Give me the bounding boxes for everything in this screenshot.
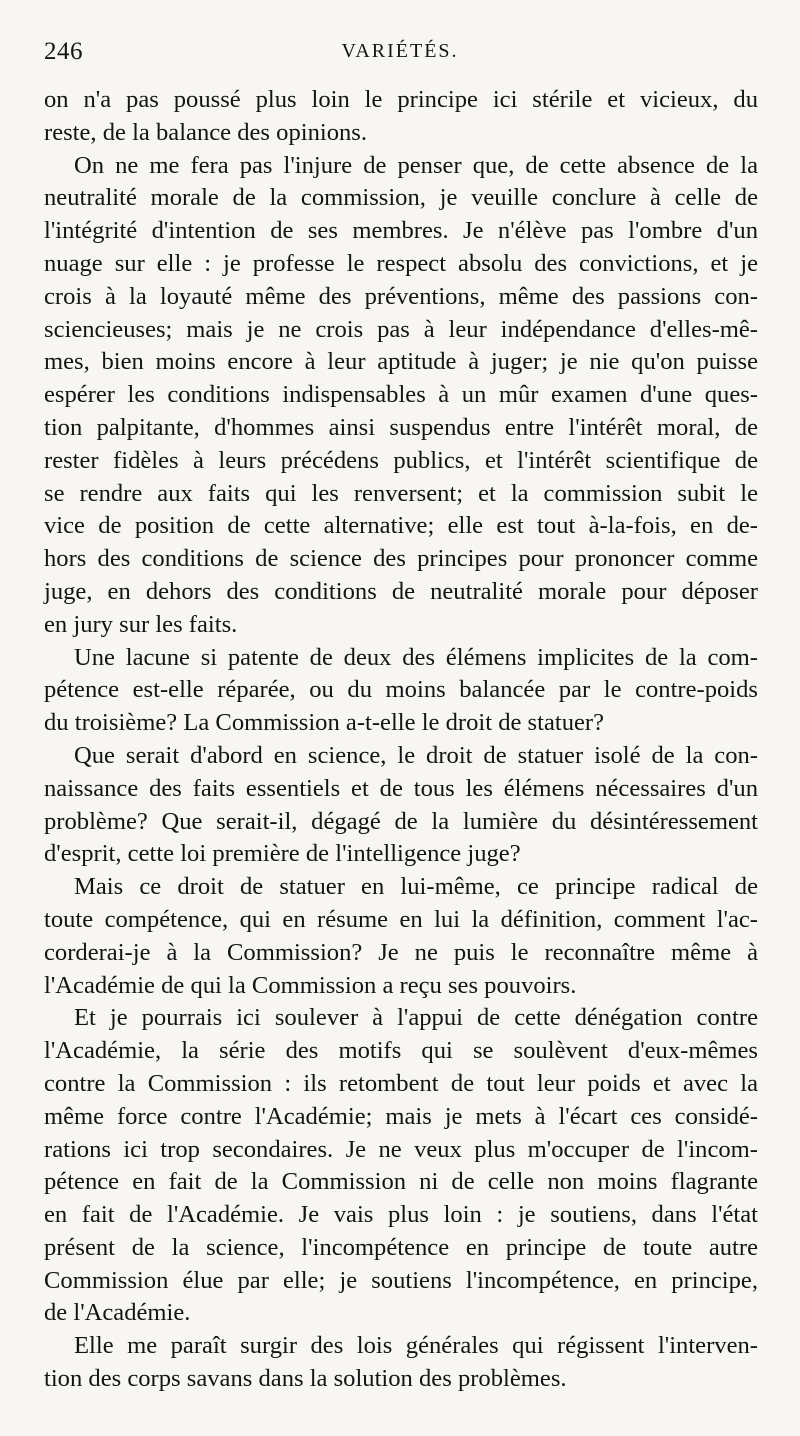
text-line: toute compétence, qui en résume en lui la définition, comment l'ac- [44,905,758,933]
text-line: Et je pourrais ici soulever à l'appui de cette dénégation contre [74,1004,758,1032]
text-line: juge, en dehors des conditions de neutralité morale pour déposer [44,577,758,605]
text-line: Commission élue par elle; je soutiens l'incompétence, en principe, [44,1266,758,1294]
text-line: neutralité morale de la commission, je veuille conclure à celle de [44,184,758,212]
text-line: présent de la science, l'incompétence en principe de toute autre [44,1233,758,1261]
text-line: tion des corps savans dans la solution des problèmes. [44,1365,567,1393]
text-line: corderai-je à la Commission? Je ne puis le reconnaître même à [44,938,758,966]
text-line: hors des conditions de science des principes pour prononcer comme [44,545,758,573]
text-line: du troisième? La Commission a-t-elle le droit de statuer? [44,709,605,737]
text-line: crois à la loyauté même des préventions, même des passions con- [44,282,758,310]
text-line: Elle me paraît surgir des lois générales qui régissent l'interven- [74,1332,758,1360]
text-line: en jury sur les faits. [44,610,238,638]
text-line: espérer les conditions indispensables à un mûr examen d'une ques- [44,381,758,409]
text-line: reste, de la balance des opinions. [44,118,368,146]
text-line: vice de position de cette alternative; elle est tout à-la-fois, en de- [44,512,758,540]
text-line: On ne me fera pas l'injure de penser que, de cette absence de la [74,151,758,179]
page-number: 246 [44,38,83,65]
text-line: l'Académie, la série des motifs qui se soulèvent d'eux-mêmes [44,1037,758,1065]
text-line: sciencieuses; mais je ne crois pas à leur indépendance d'elles-mê- [44,315,758,343]
text-line: d'esprit, cette loi première de l'intelligence juge? [44,840,521,868]
text-line: contre la Commission : ils retombent de tout leur poids et avec la [44,1069,758,1097]
text-line: pétence est-elle réparée, ou du moins balancée par le contre-poids [44,676,758,704]
paragraph-1 [44,84,758,150]
text-line: on n'a pas poussé plus loin le principe ici stérile et vicieux, du [44,86,758,113]
text-line: l'intégrité d'intention de ses membres. Je n'élève pas l'ombre d'un [44,217,758,245]
text-line: nuage sur elle : je professe le respect absolu des convictions, et je [44,249,758,277]
text-line: problème? Que serait-il, dégagé de la lumière du désintéressement [44,807,758,835]
text-line: pétence en fait de la Commission ni de celle non moins flagrante [44,1168,758,1196]
paragraph-6 [44,1002,758,1330]
paragraph-7 [44,1330,758,1396]
paragraph-4 [44,740,758,871]
text-line: en fait de l'Académie. Je vais plus loin : je soutiens, dans l'état [44,1201,758,1229]
text-line: tion palpitante, d'hommes ainsi suspendus entre l'intérêt moral, de [44,413,758,441]
text-line: se rendre aux faits qui les renversent; et la commission subit le [44,479,758,507]
text-line: l'Académie de qui la Commission a reçu ses pouvoirs. [44,971,577,999]
text-line: naissance des faits essentiels et de tous les élémens nécessaires d'un [44,774,758,802]
page-header [44,38,756,78]
running-title: VARIÉTÉS. [341,40,459,62]
text-line: Que serait d'abord en science, le droit de statuer isolé de la con- [74,741,758,769]
paragraph-5 [44,871,758,1002]
text-line: de l'Académie. [44,1299,191,1327]
text-line: même force contre l'Académie; mais je mets à l'écart ces considé- [44,1102,758,1130]
body-text [44,84,758,1396]
text-line: mes, bien moins encore à leur aptitude à juger; je nie qu'on puisse [44,348,758,376]
text-line: rations ici trop secondaires. Je ne veux plus m'occuper de l'incom- [44,1135,758,1163]
text-line: rester fidèles à leurs précédens publics, et l'intérêt scientifique de [44,446,758,474]
text-line: Mais ce droit de statuer en lui-même, ce principe radical de [74,873,758,901]
paragraph-2 [44,150,758,642]
text-line: Une lacune si patente de deux des élémens implicites de la com- [74,643,758,671]
paragraph-3 [44,642,758,740]
